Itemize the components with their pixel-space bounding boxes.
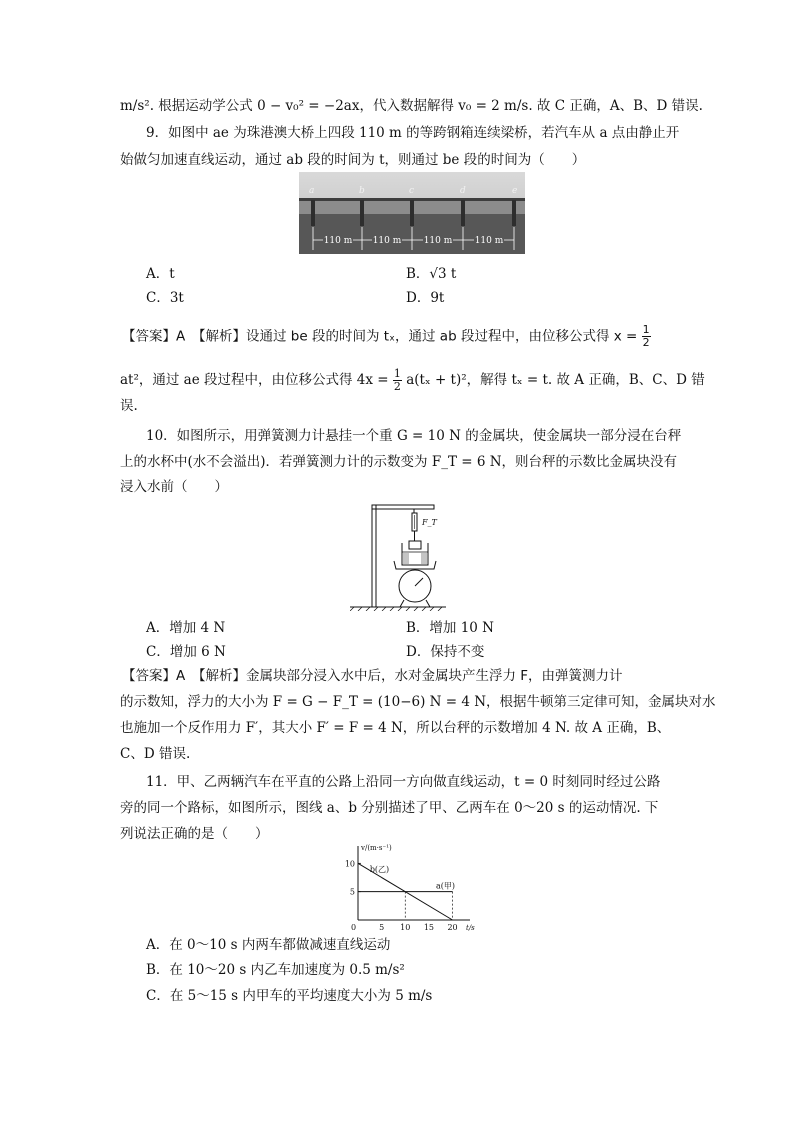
stand-arm bbox=[372, 505, 434, 509]
x-tick-label-20: 20 bbox=[447, 923, 458, 932]
x-axis-label: t/s bbox=[466, 924, 475, 932]
bridge-point-b: b bbox=[359, 186, 365, 196]
q10-option-b: B．增加 10 N bbox=[406, 620, 494, 636]
q9-answer-cont bbox=[120, 368, 705, 393]
series-label-b: b(乙) bbox=[369, 864, 390, 874]
q9-answer-text-2: at²，通过 ae 段过程中，由位移公式得 4x = bbox=[120, 372, 389, 388]
x-tick-label-15: 15 bbox=[423, 923, 435, 932]
velocity-time-chart bbox=[338, 842, 478, 934]
q10-answer-line: 【答案】A 【解析】金属块部分浸入水中后，水对金属块产生浮力 F，由弹簧测力计 bbox=[122, 668, 623, 684]
q10-answer-cont-2: 也施加一个反作用力 F′，其大小 F′ = F = 4 N，所以台秤的示数增加 4 N. 故 A 正确，B、 bbox=[120, 720, 671, 736]
bridge-point-a: a bbox=[309, 186, 315, 196]
question-10-stem-cont: 上的水杯中(水不会溢出)．若弹簧测力计的示数变为 F_T = 6 N，则台秤的示数比金属块没有 bbox=[120, 454, 678, 470]
span-label-de: 110 m bbox=[474, 236, 504, 246]
bridge-pier-c bbox=[410, 200, 414, 226]
question-11-stem-cont: 旁的同一个路标，如图所示，图线 a、b 分别描述了甲、乙两车在 0～20 s 的运动情况. 下 bbox=[120, 800, 659, 816]
q9-option-b: B．√3 t bbox=[406, 266, 457, 282]
q10-option-a: A．增加 4 N bbox=[146, 620, 226, 636]
question-11-stem: 11．甲、乙两辆汽车在平直的公路上沿同一方向做直线运动，t = 0 时刻同时经过公路 bbox=[146, 774, 661, 790]
q9-option-a: A．t bbox=[146, 266, 175, 282]
q10-option-d: D．保持不变 bbox=[406, 644, 485, 660]
question-11-stem-end: 列说法正确的是（ ） bbox=[120, 826, 269, 842]
q10-answer-cont-1: 的示数知，浮力的大小为 F = G − F_T = (10−6) N = 4 N，根据牛顿第三定律可知，金属块对水 bbox=[120, 694, 716, 710]
x-tick-label-10: 10 bbox=[400, 923, 411, 932]
span-label-ab: 110 m bbox=[323, 236, 353, 246]
question-10-stem: 10．如图所示，用弹簧测力计悬挂一个重 G = 10 N 的金属块，使金属块一部分浸在台秤 bbox=[146, 428, 682, 444]
stand-pole bbox=[372, 505, 376, 607]
text-line-1: m/s². 根据运动学公式 0 − v₀² = −2ax，代入数据解得 v₀ = 2 m/s. 故 C 正确，A、B、D 错误. bbox=[120, 98, 703, 114]
q10-answer-cont-3: C、D 错误. bbox=[120, 746, 191, 762]
q9-option-d: D．9t bbox=[406, 290, 445, 306]
q11-option-a: A．在 0～10 s 内两车都做减速直线运动 bbox=[146, 937, 391, 953]
q11-option-c: C．在 5～15 s 内甲车的平均速度大小为 5 m/s bbox=[146, 988, 433, 1004]
bridge-pier-b bbox=[360, 200, 364, 226]
q11-option-b: B．在 10～20 s 内乙车加速度为 0.5 m/s² bbox=[146, 962, 405, 978]
origin-label: 0 bbox=[351, 923, 357, 932]
y-tick-label-5: 5 bbox=[349, 887, 355, 897]
question-10-stem-end: 浸入水前（ ） bbox=[120, 479, 228, 495]
bridge-pier-a bbox=[311, 200, 315, 226]
y-axis-label: v/(m·s⁻¹) bbox=[361, 844, 392, 852]
bridge-point-c: c bbox=[409, 186, 415, 196]
bridge-pier-e bbox=[512, 200, 516, 226]
series-label-a: a(甲) bbox=[436, 881, 456, 891]
question-9-stem-cont: 始做匀加速直线运动，通过 ab 段的时间为 t，则通过 be 段的时间为（ ） bbox=[120, 152, 586, 168]
q9-answer-text: 【答案】A 【解析】设通过 be 段的时间为 tₓ，通过 ab 段过程中，由位移公式得 x = bbox=[122, 328, 638, 345]
y-tick-label-10: 10 bbox=[344, 859, 355, 869]
question-9-stem: 9．如图中 ae 为珠港澳大桥上四段 110 m 的等跨钢箱连续梁桥，若汽车从 a 点由静止开 bbox=[146, 125, 680, 141]
metal-block bbox=[409, 541, 421, 549]
fraction-half-2: $\frac{1}{2}$ bbox=[393, 367, 401, 393]
fraction-half: $\frac{1}{2}$ bbox=[642, 323, 650, 349]
span-label-cd: 110 m bbox=[423, 236, 453, 246]
q9-option-c: C．3t bbox=[146, 290, 184, 306]
bridge-pier-d bbox=[461, 200, 465, 226]
bridge-point-d: d bbox=[460, 186, 466, 196]
spring-scale-apparatus bbox=[350, 497, 446, 611]
q9-answer-line bbox=[122, 324, 651, 349]
span-label-bc: 110 m bbox=[372, 236, 402, 246]
bridge-figure bbox=[299, 172, 525, 254]
force-label: F_T bbox=[422, 518, 437, 527]
x-tick-label-5: 5 bbox=[379, 923, 385, 932]
q10-option-c: C．增加 6 N bbox=[146, 644, 226, 660]
bridge-point-e: e bbox=[512, 186, 518, 196]
q9-answer-end: 误. bbox=[120, 398, 138, 414]
q9-answer-text-3: a(tₓ + t)²，解得 tₓ = t. 故 A 正确，B、C、D 错 bbox=[406, 372, 705, 388]
